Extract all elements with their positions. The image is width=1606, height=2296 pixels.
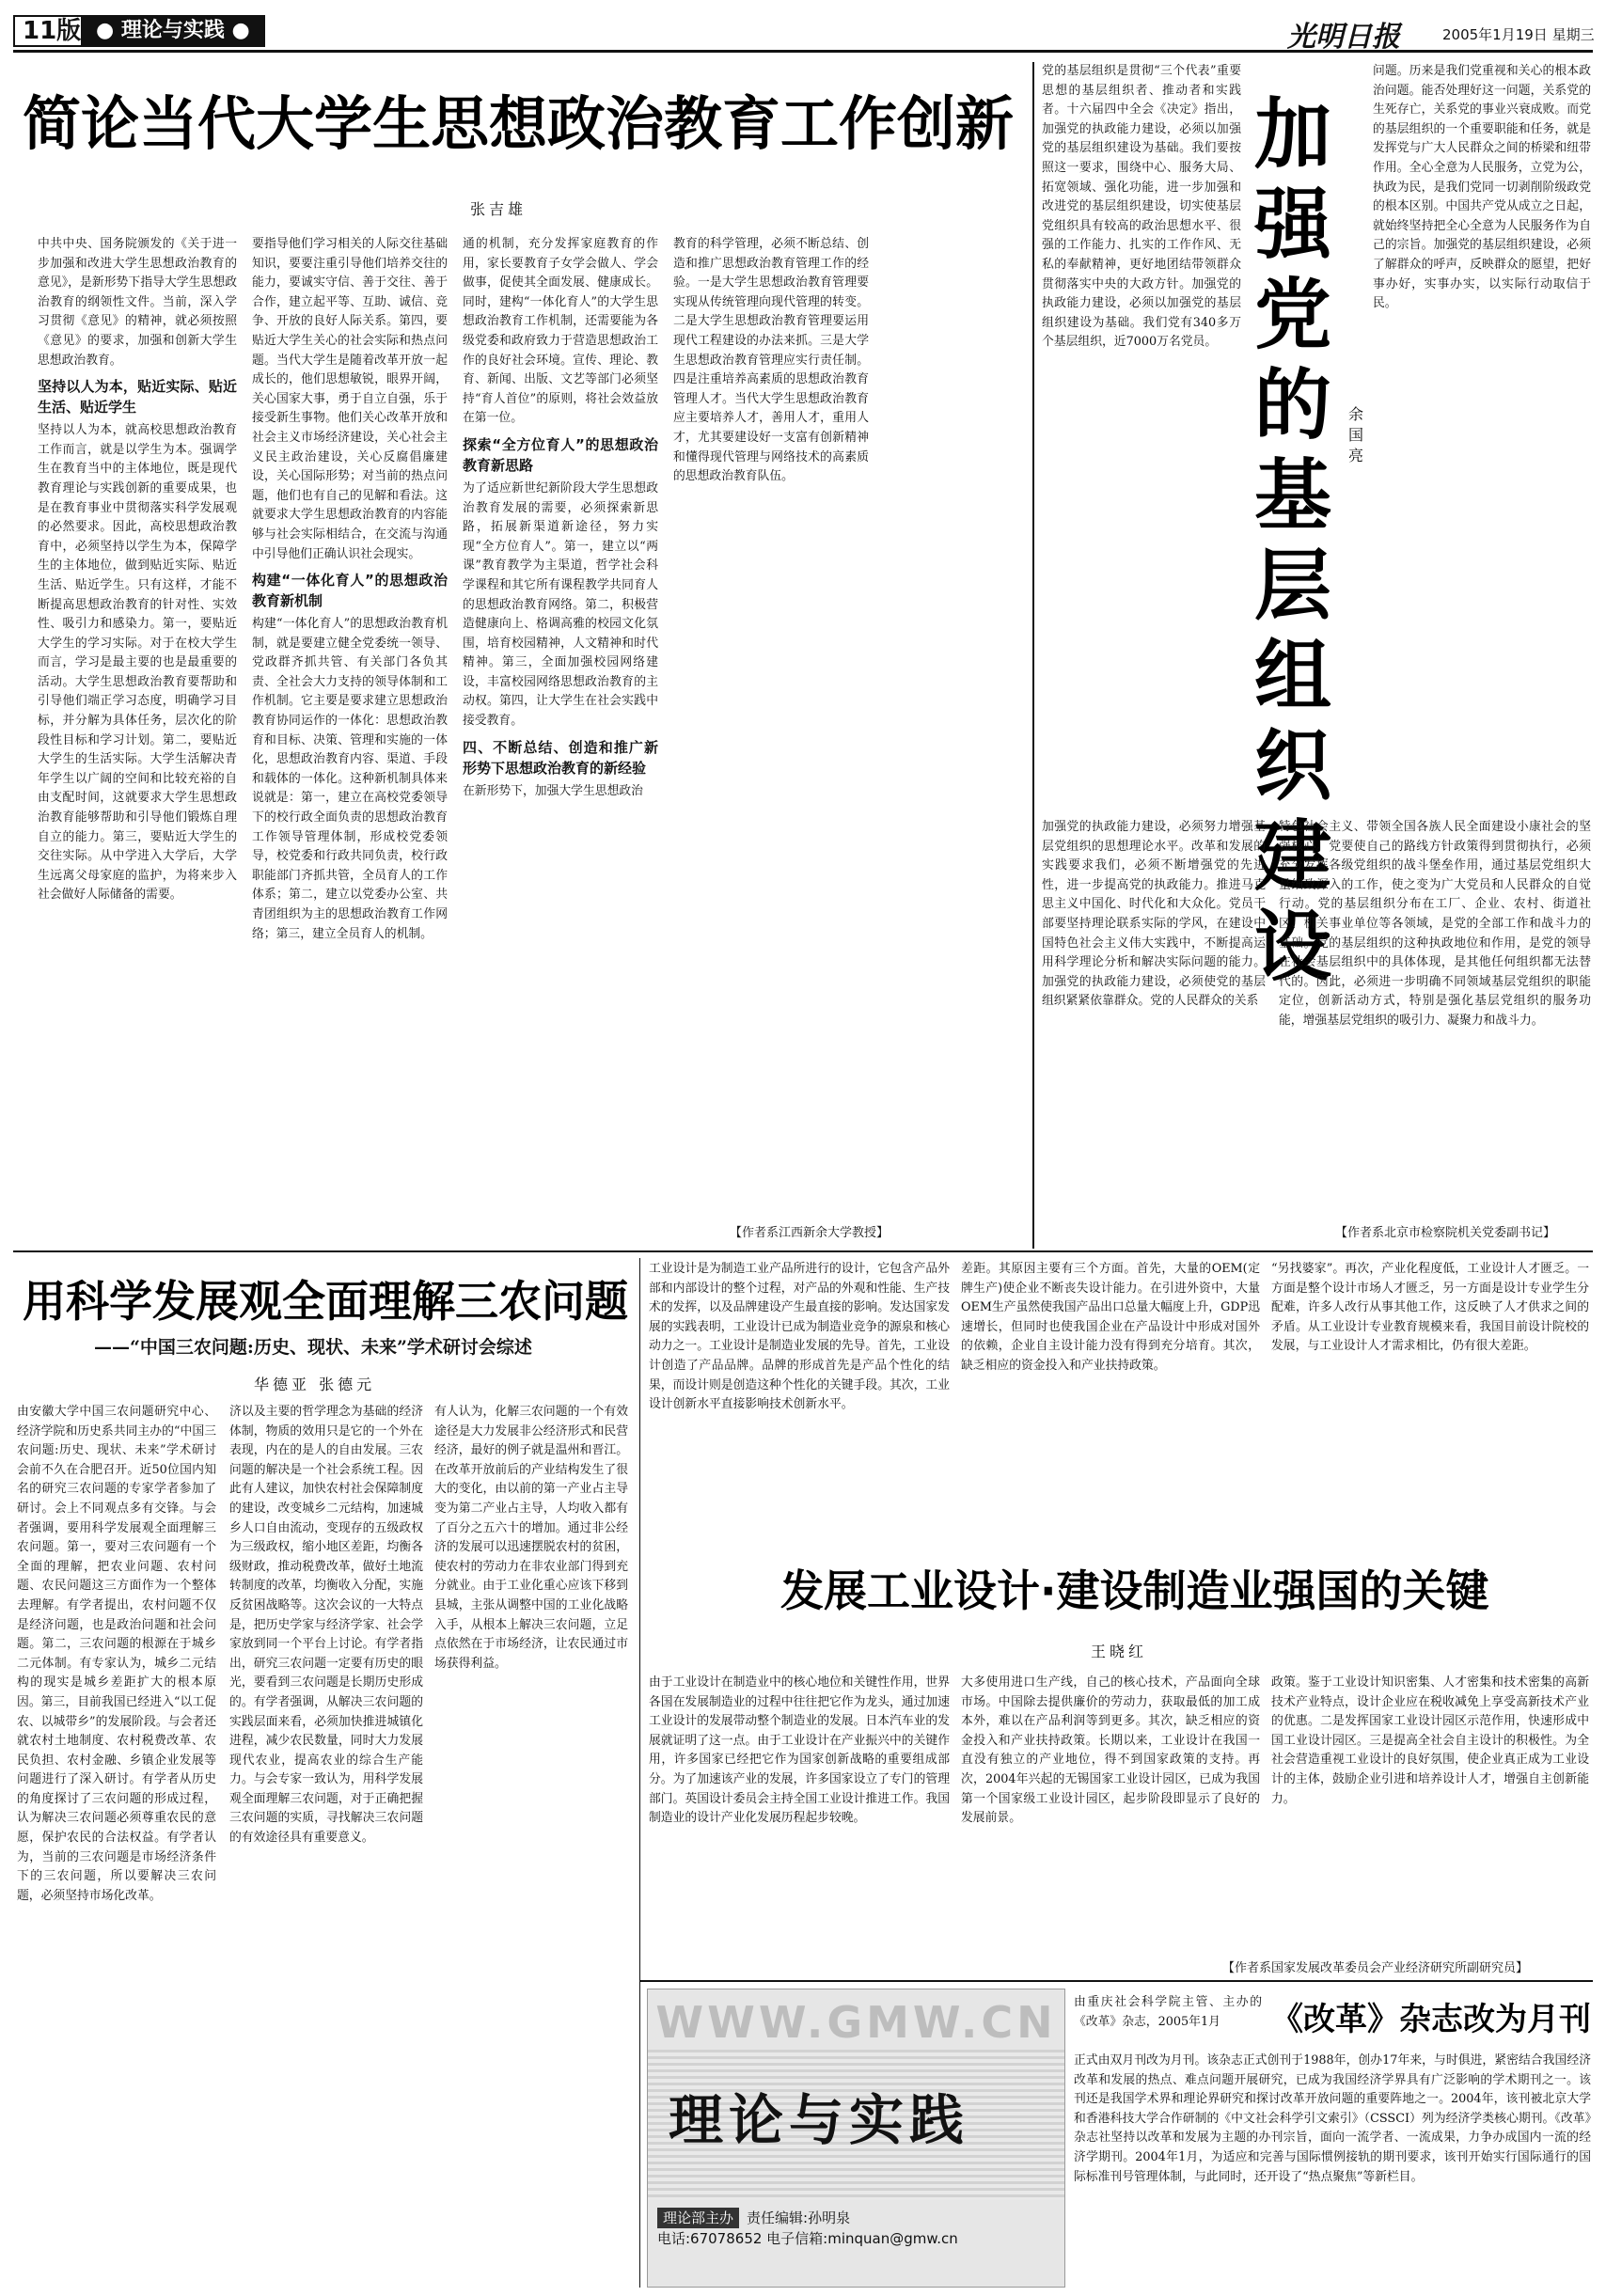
- article4-author: 王晓红: [1091, 1643, 1148, 1660]
- article1-column-2: [252, 235, 448, 1222]
- article5-author-line: 由重庆社会科学院主管、主办的《改革》杂志，2005年1月: [1074, 1995, 1262, 2029]
- editor-line: 责任编辑:孙明泉: [747, 2210, 851, 2226]
- article5-title: 《改革》杂志改为月刊: [1271, 2001, 1591, 2038]
- article1-author: 张吉雄: [470, 200, 527, 218]
- banner-title: 理论与实践: [669, 2088, 970, 2152]
- article5-body: [1074, 2052, 1591, 2287]
- section-label: ● 理论与实践 ●: [81, 15, 265, 47]
- horizontal-rule: [639, 1980, 1593, 1982]
- article3-column-1: [17, 1403, 216, 2287]
- article1-col4-para: 教育的科学管理，必须不断总结、创造和推广思想政治教育管理工作的经验。一是大学生思想政治教育管理要实现从传统管理向现代管理的转变。二是大学生思想政治教育管理要运用现代工程建设的办法来抓。三是大学生思想政治教育管理应实行责任制。四是注重培养高素质的思想政治教育管理人才。当代大学生思想政治教育应主要培养人才，善用人才，重用人才，尤其要建设好一支富有创新精神和懂得现代管理与网络技术的高素质的思想政治教育队伍。: [673, 237, 869, 484]
- article4-top3-para: “另找婆家”。再次，产业化程度低，工业设计人才匮乏。一方面是整个设计市场人才匮乏，另一方面是设计专业学生分配难，许多人改行从事其他工作，这反映了人才供求之间的矛盾。从工业设计专业教育规模来看，我国目前设计院校的发展，与工业设计人才需求相比，仍有很大差距。: [1271, 1262, 1589, 1354]
- article3-col2-para: 济以及主要的哲学理念为基础的经济体制，物质的效用只是它的一个外在表现，内在的是人的自由发展。三农问题的解决是一个社会系统工程。因此有人建议，加快农村社会保障制度的建设，改变城乡二元结构，加速城乡人口自由流动，变现存的五级政权为三级政权，缩小地区差距，均衡各级财政，推动税费改革，做好土地流转制度的改革，均衡收入分配，实施反贫困战略等。这次会议的一大特点是，把历史学家与经济学家、社会学家放到同一个平台上讨论。有学者指出，研究三农问题一定要有历史的眼光，要看到三农问题是长期历史形成的。有学者强调，从解决三农问题的实践层面来看，必须加快推进城镇化进程，减少农民数量，同时大力发展现代农业，提高农业的综合生产能力。与会专家一致认为，用科学发展观全面理解三农问题，对于正确把握三农问题的实质，寻找解决三农问题的有效途径具有重要意义。: [229, 1405, 423, 1846]
- article4-author-note: 【作者系国家发展改革委员会产业经济研究所副研究员】: [1222, 1961, 1529, 1975]
- article4-bot2-para: 大多使用进口生产线，自己的核心技术，产品面向全球市场。中国除去提供廉价的劳动力，获取最低的加工成本外，难以在产品利润等到更多。其次，缺乏相应的资金投入和产业扶持政策。长期以来，工业设计在我国一直没有独立的产业地位，得不到国家政策的支持。再次，2004年兴起的无锡国家工业设计园区，已成为我国第一个国家级工业设计园区，起步阶段即显示了良好的发展前景。: [961, 1675, 1260, 1826]
- article1-column-1: [38, 235, 237, 1222]
- article1-col3-heading: 探索“全方位育人”的思想政治教育新思路: [463, 435, 658, 474]
- article1-title: 简论当代大学生思想政治教育工作创新: [23, 89, 1015, 158]
- article1-col2-para-b: 构建“一体化育人”的思想政治教育机制，就是要建立健全党委统一领导、党政群齐抓共管、有关部门各负其责、全社会大力支持的领导体制和工作机制。它主要是要求建立思想政治教育协同运作的一体化：思想政治教育和目标、决策、管理和实施的一体化，思想政治教育内容、渠道、手段和载体的一体化。这种新机制具体来说就是：第一，建立在高校党委领导下的校行政全面负责的思想政治教育工作领导管理体制，形成校党委领导，校党委和行政共同负责，校行政职能部门齐抓共管，全员育人的工作体系；第二，建立以党委办公室、共青团组织为主的思想政治教育工作网络；第三，建立全员育人的机制。: [252, 617, 448, 941]
- masthead: [13, 11, 1593, 53]
- host-badge: 理论部主办: [657, 2208, 739, 2228]
- article3-subtitle: ——“中国三农问题:历史、现状、未来”学术研讨会综述: [94, 1337, 532, 1358]
- article5-lead: [1074, 1993, 1262, 2050]
- article4-column-bottom-1: [649, 1674, 950, 1974]
- column-divider: [639, 1258, 640, 2288]
- article1-col3-para-c: 在新形势下，加强大学生思想政治: [463, 783, 643, 798]
- horizontal-rule: [13, 1250, 1593, 1252]
- article2-author-note: 【作者系北京市检察院机关党委副书记】: [1335, 1226, 1556, 1240]
- article2-column-2: [1373, 62, 1591, 814]
- article4-top1-para: 工业设计是为制造工业产品所进行的设计，它包含产品外部和内部设计的整个过程，对产品的外观和性能、生产技术的发挥，以及品牌建设产生最直接的影响。发达国家发展的实践表明，工业设计已成为制造业竞争的源泉和核心动力之一。工业设计是制造业发展的先导。首先，工业设计创造了产品品牌。品牌的形成首先是产品个性化的结果，而设计则是创造这种个性化的关键手段。其次，工业设计创新水平直接影响技术创新水平。: [649, 1262, 950, 1412]
- article1-col2-para: 要指导他们学习相关的人际交往基础知识，要要注重引导他们培养交往的能力，要诚实守信、善于交往、善于合作，建立起平等、互助、诚信、竞争、开放的良好人际关系。第四，要贴近大学生关心的社会实际和热点问题。当代大学生是随着改革开放一起成长的，他们思想敏锐，眼界开阔，关心国家大事，勇于自立自强，乐于接受新生事物。他们关心改革开放和社会主义市场经济建设，关心社会主义民主政治建设，关心反腐倡廉建设，关心国际形势；对当前的热点问题，他们也有自己的见解和看法。这就要求大学生思想政治教育的内容能够与社会实际相结合，在交流与沟通中引导他们正确认识社会现实。: [252, 237, 448, 561]
- column-divider: [1032, 62, 1034, 1249]
- website-url: WWW.GMW.CN: [655, 1997, 1057, 2048]
- article4-column-top-3: [1271, 1260, 1589, 1523]
- section-banner: [647, 1989, 1065, 2288]
- article4-title: 发展工业设计·建设制造业强国的关键: [780, 1565, 1489, 1616]
- article1-col3-para-b: 为了适应新世纪新阶段大学生思想政治教育发展的需要，必须探索新思路，拓展新渠道新途径，努力实现“全方位育人”。第一，建立以“两课”教育教学为主渠道，哲学社会科学课程和其它所有课程教学共同育人的思想政治教育网络。第二，积极营造健康向上、格调高雅的校园文化氛围，培育校园精神，人文精神和时代精神。第三，全面加强校园网络建设，丰富校园网络思想政治教育的主动权。第四，让大学生在社会实践中接受教育。: [463, 480, 658, 729]
- article4-column-top-2: [961, 1260, 1260, 1523]
- article2-title: 加强党的基层组织建设: [1253, 90, 1331, 992]
- article4-column-top-1: [649, 1260, 950, 1523]
- article1-col1-heading: 坚持以人为本，贴近实际、贴近生活、贴近学生: [38, 378, 237, 417]
- article2-author: 余国亮: [1347, 405, 1363, 464]
- article1-author-note: 【作者系江西新余大学教授】: [730, 1226, 890, 1240]
- article2-col1-para: 党的基层组织是贯彻“三个代表”重要思想的基层组织者、推动者和实践者。十六届四中全会《决定》指出，加强党的执政能力建设，必须以加强党的基层组织建设为基础。我们要按照这一要求，围绕中心、服务大局、拓宽领域、强化功能，进一步加强和改进党的基层组织建设，切实使基层党组织具有较高的政治思想水平、很强的工作能力、扎实的工作作风、无私的奉献精神，更好地团结带领群众贯彻落实中央的大政方针。加强党的执政能力建设，必须以加强党的基层组织建设为基础。我们党有340多万个基层组织，近7000万名党员。: [1042, 64, 1241, 350]
- article4-column-bottom-2: [961, 1674, 1260, 1974]
- article2-column-4: [1279, 818, 1591, 1232]
- article3-author: 华德亚 张德元: [254, 1376, 376, 1393]
- article1-column-3: [463, 235, 658, 1222]
- article1-col1-para-b: 坚持以人为本，就高校思想政治教育工作而言，就是以学生为本。强调学生在教育当中的主体地位，既是现代教育理论与实践创新的重要成果，也是在教育事业中贯彻落实科学发展观的必然要求。因此，高校思想政治教育中，必须坚持以学生为本，保障学生的主体地位，做到贴近实际、贴近生活、贴近学生。只有这样，才能不断提高思想政治教育的针对性、实效性、吸引力和感染力。第一，要贴近大学生的学习实际。对于在校大学生而言，学习是最主要的也是最重要的活动。大学生思想政治教育要帮助和引导他们端正学习态度，明确学习目标，并分解为具体任务，层次化的阶段性目标和学习计划。第二，要贴近大学生的生活实际。大学生活解决青年学生以广阔的空间和比较充裕的自由支配时间，这就要求大学生思想政治教育能够帮助和引导他们锻炼自理自立的能力。第三，要贴近大学生的交往实际。从中学进入大学后，大学生远离父母家庭的监护，为将来步入社会做好人际储备的需要。: [38, 423, 237, 903]
- article3-col1-para: 由安徽大学中国三农问题研究中心、经济学院和历史系共同主办的“中国三农问题:历史、现状、未来”学术研讨会前不久在合肥召开。近50位国内知名的研究三农问题的专家学者参加了研讨。会上不同观点多有交锋。与会者强调，要用科学发展观全面理解三农问题。第一，要对三农问题有一个全面的理解，把农业问题、农村问题、农民问题这三方面作为一个整体去理解。有学者提出，农村问题不仅是经济问题，也是政治问题和社会问题。第二，三农问题的根源在于城乡二元体制。有专家认为，城乡二元结构的现实是城乡差距扩大的根本原因。第三，目前我国已经进入“以工促农、以城带乡”的发展阶段。与会者还就农村土地制度、农村税费改革、农民负担、农村金融、乡镇企业发展等问题进行了深入研讨。有学者从历史的角度探讨了三农问题的形成过程，认为解决三农问题必须尊重农民的意愿，保护农民的合法权益。有学者认为，当前的三农问题是市场经济条件下的三农问题，所以要解决三农问题，必须坚持市场化改革。: [17, 1405, 216, 1903]
- article3-col3-para: 有人认为，化解三农问题的一个有效途径是大力发展非公经济形式和民营经济，最好的例子就是温州和晋江。在改革开放前后的产业结构发生了很大的变化，由以前的第一产业占主导变为第二产业占主导，人均收入都有了百分之五六十的增加。通过非公经济的发展可以迅速摆脱农村的贫困，使农村的劳动力在非农业部门得到充分就业。由于工业化重心应该下移到县城，主张从调整中国的工业化战略入手，从根本上解决三农问题，立足点依然在于市场经济，让农民通过市场获得利益。: [434, 1405, 628, 1671]
- article4-top2-para: 差距。其原因主要有三个方面。首先，大量的OEM(定牌生产)使企业不断丧失设计能力。在引进外资中，大量OEM生产虽然使我国产品出口总量大幅度上升，GDP迅速增长，但同时也使我国企业在产品设计中形成对国外的依赖，企业自主设计能力没有得到充分培育。其次，缺乏相应的资金投入和产业扶持政策。: [961, 1262, 1260, 1373]
- article3-column-3: [434, 1403, 628, 2287]
- contact-line: 电话:67078652 电子信箱:minquan@gmw.cn: [657, 2230, 958, 2247]
- article2-col3-para: 加强党的执政能力建设，必须努力增强基层党组织的思想理论水平。改革和发展的实践要求我们，必须不断增强党的先进性，进一步提高党的执政能力。推进马克思主义中国化、时代化和大众化。党员干部要坚持理论联系实际的学风，在建设中国特色社会主义伟大实践中，不断提高运用科学理论分析和解决实际问题的能力。加强党的执政能力建设，必须使党的基层组织紧紧依靠群众。党的人民群众的关系: [1042, 820, 1266, 1009]
- article4-column-bottom-3: [1271, 1674, 1589, 1956]
- article4-bot1-para: 由于工业设计在制造业中的核心地位和关键性作用，世界各国在发展制造业的过程中往往把它作为龙头，通过加速工业设计的发展带动整个制造业的发展。日本汽车业的发展就证明了这一点。由于工业设计在产业振兴中的关键作用，许多国家已经把它作为国家创新战略的重要组成部分。为了加速该产业的发展，许多国家设立了专门的管理部门。英国设计委员会主持全国工业设计推进工作。我国制造业的设计产业化发展历程起步较晚。: [649, 1675, 950, 1826]
- article1-col3-heading-2: 四、不断总结、创造和推广新形势下思想政治教育的新经验: [463, 738, 658, 777]
- article3-column-2: [229, 1403, 423, 2287]
- article2-col4-para: 特色社会主义、带领全国各族人民全面建设小康社会的坚强核心。党要使自己的路线方针政策得到贯彻执行，必须充分发挥各级党组织的战斗堡垒作用，通过基层党组织大量细致深入的工作，使之变为广大党员和人民群众的自觉行动。党的基层组织分布在工厂、企业、农村、街道社区、机关事业单位等各领域，是党的全部工作和战斗力的基础。党的基层组织的这种执政地位和作用，是党的领导在社会基层组织中的具体体现，是其他任何组织都无法替代的。因此，必须进一步明确不同领域基层党组织的职能定位，创新活动方式，特别是强化基层党组织的服务功能，增强基层党组织的吸引力、凝聚力和战斗力。: [1279, 820, 1591, 1028]
- article2-col2-para: 问题。历来是我们党重视和关心的根本政治问题。能否处理好这一问题，关系党的生死存亡，关系党的事业兴衰成败。而党的基层组织的一个重要职能和任务，就是发挥党与广大人民群众之间的桥梁和纽带作用。全心全意为人民服务，立党为公，执政为民，是我们党同一切剥削阶级政党的根本区别。中国共产党从成立之日起，就始终坚持把全心全意为人民服务作为自己的宗旨。加强党的基层组织建设，必须了解群众的呼声，反映群众的愿望，把好事办好，实事办实，以实际行动取信于民。: [1373, 64, 1591, 311]
- article1-col1-para: 中共中央、国务院颁发的《关于进一步加强和改进大学生思想政治教育的意见》，是新形势下指导大学生思想政治教育的纲领性文件。当前，深入学习贯彻《意见》的精神，就必须按照《意见》的要求，加强和创新大学生思想政治教育。: [38, 237, 237, 368]
- article1-col2-heading: 构建“一体化育人”的思想政治教育新机制: [252, 572, 448, 610]
- issue-date: 2005年1月19日 星期三: [1442, 26, 1595, 43]
- article4-bot3-para: 政策。鉴于工业设计知识密集、人才密集和技术密集的高新技术产业特点，设计企业应在税收减免上享受高新技术产业的优惠。二是发挥国家工业设计园区示范作用，快速形成中国工业设计园区。三是提高全社会自主设计的积极性。为全社会营造重视工业设计的良好氛围，使企业真正成为工业设计的主体，鼓励企业引进和培养设计人才，增强自主创新能力。: [1271, 1675, 1589, 1806]
- edition-number: 11版: [13, 15, 90, 47]
- article2-column-3: [1042, 818, 1266, 1249]
- article1-column-4: [673, 235, 869, 1222]
- banner-credits: [657, 2208, 958, 2249]
- article3-title: 用科学发展观全面理解三农问题: [23, 1276, 628, 1327]
- article5-body-para: 正式由双月刊改为月刊。该杂志正式创刊于1988年，创办17年来，与时俱进，紧密结合我国经济改革和发展的热点、难点问题开展研究，已成为我国经济学界具有广泛影响的学术期刊之一。该刊还是我国学术界和理论界研究和探讨改革开放问题的重要阵地之一。2004年，该刊被北京大学和香港科技大学合作研制的《中文社会科学引文索引》（CSSCI）列为经济学类核心期刊。《改革》杂志社坚持以改革和发展为主题的办刊宗旨，面向一流学者、一流成果，力争办成国内一流的经济学期刊。2004年1月，为适应和完善与国际惯例接轨的期刊要求，该刊开始实行国际通行的国际标准刊号管理体制，与此同时，还开设了“热点聚焦”等新栏目。: [1074, 2053, 1591, 2184]
- article1-col3-para: 通的机制，充分发挥家庭教育的作用，家长要教育子女学会做人、学会做事，促使其全面发展、健康成长。同时，建构“一体化育人”的大学生思想政治教育工作机制，还需要能为各级党委和政府致力于营造思想政治工作的良好社会环境。宣传、理论、教育、新闻、出版、文艺等部门必须坚持“育人首位”的原则，将社会效益放在第一位。: [463, 237, 658, 426]
- newspaper-name: 光明日报: [1287, 21, 1400, 54]
